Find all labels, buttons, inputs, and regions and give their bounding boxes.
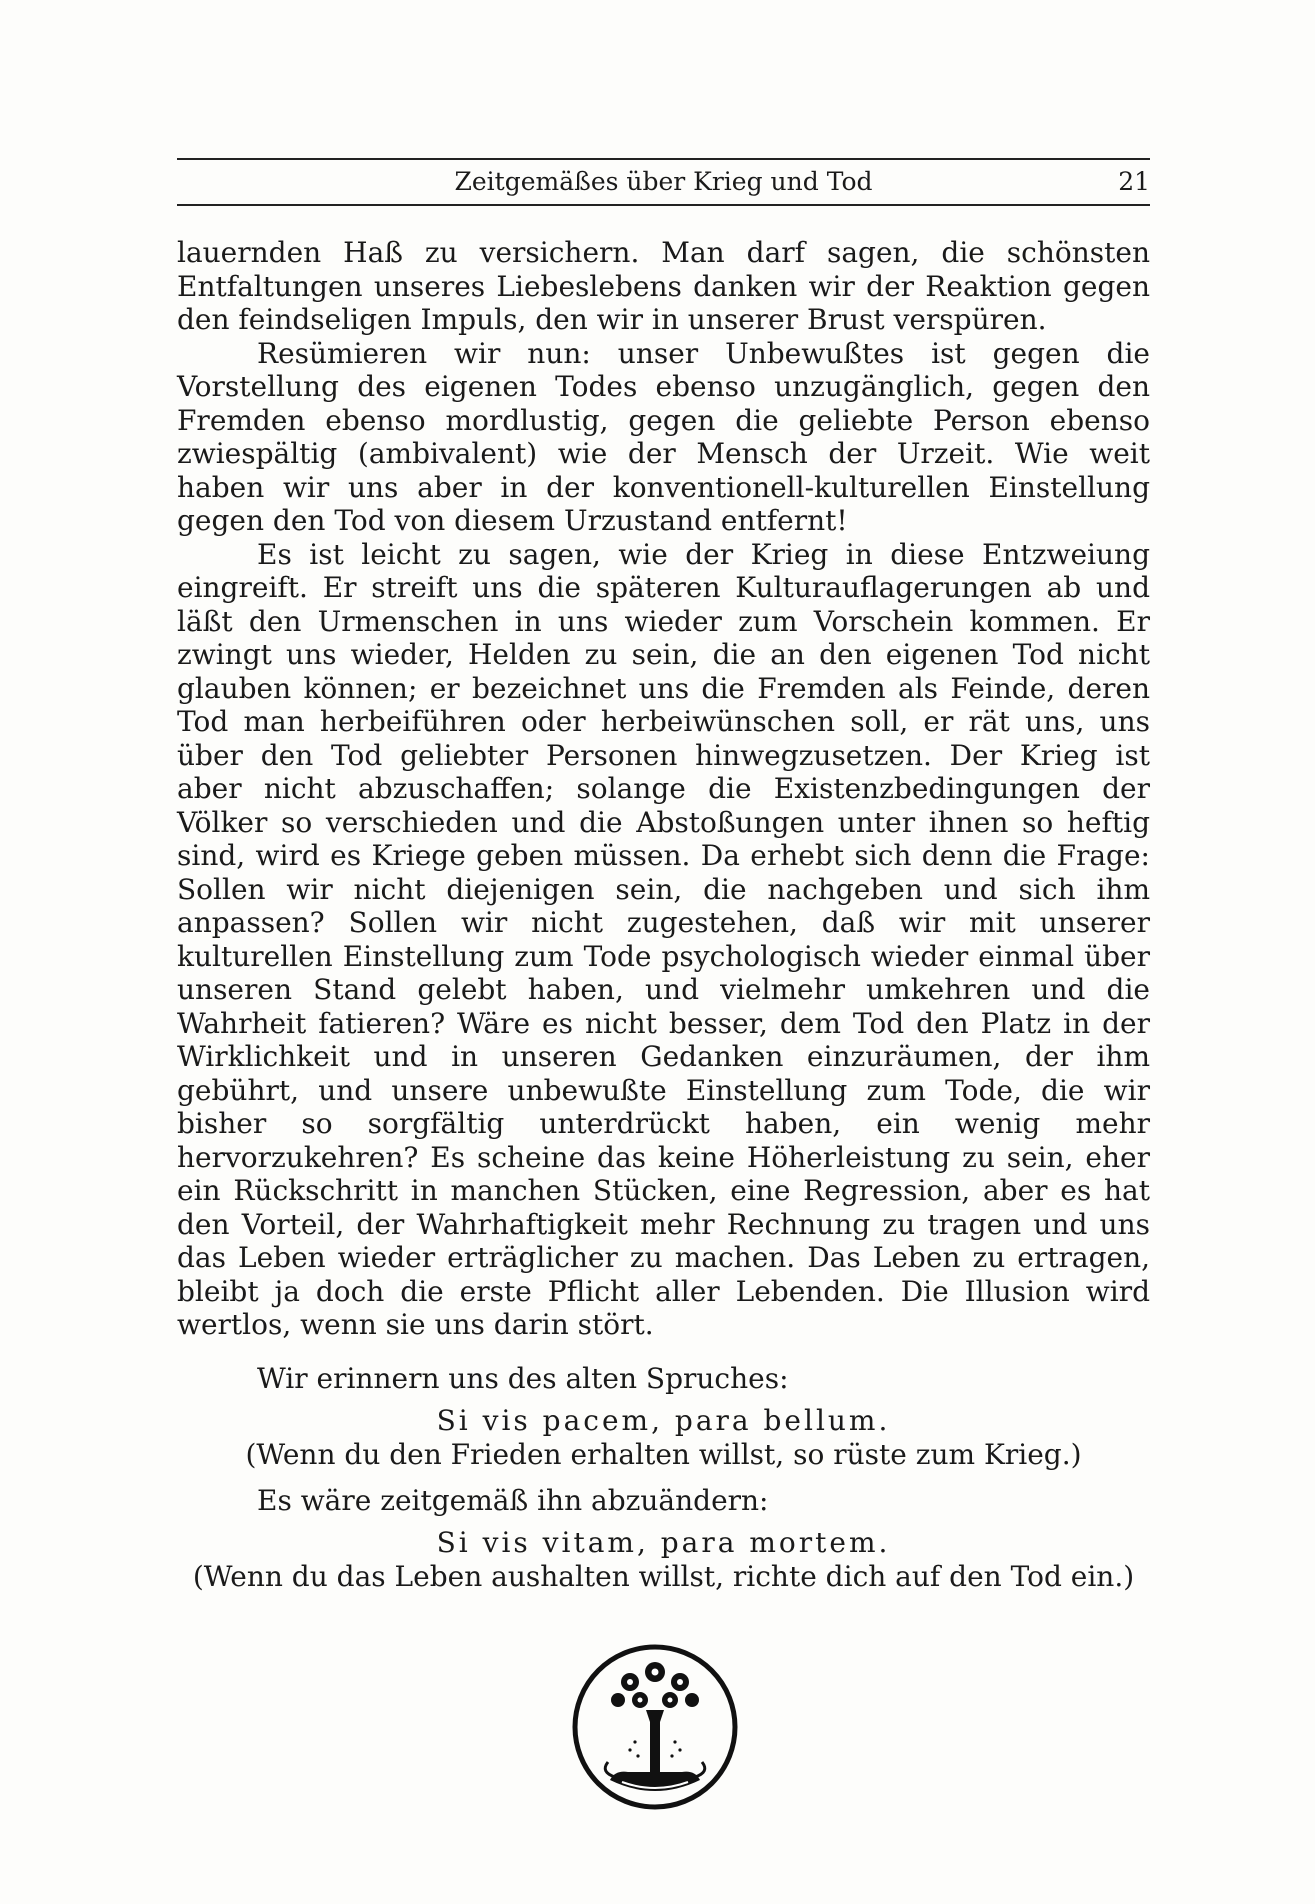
motto-intro-2: Es wäre zeitgemäß ihn abzuändern:: [257, 1483, 769, 1517]
header-rule-bottom: [177, 204, 1150, 206]
paragraph-3: Es ist leicht zu sagen, wie der Krieg in diese Entzweiung eingreift. Er streift uns die späteren Kulturauflagerungen ab und läßt den Urmenschen in uns wieder zum Vorschein kommen. Er zwingt uns wieder, Helden zu sein, die an den eigenen Tod nicht glauben können; er bezeichnet uns die Fremden als Feinde, deren Tod man herbeiführen oder herbeiwünschen soll, er rät uns, uns über den Tod geliebter Personen hinwegzusetzen. Der Krieg ist aber nicht abzuschaffen; solange die Existenzbedingungen der Völker so verschieden und die Abstoßungen unter ihnen so heftig sind, wird es Kriege geben müssen. Da erhebt sich denn die Frage: Sollen wir nicht diejenigen sein, die nachgeben und sich ihm anpassen? Sollen wir nicht zugestehen, daß wir mit unserer kulturellen Einstellung zum Tode psychologisch wieder einmal über unseren Stand gelebt haben, und vielmehr umkehren und die Wahrheit fatieren? Wäre es nicht besser, dem Tod den Platz in der Wirklichkeit und in unseren Gedanken einzuräumen, der ihm gebührt, und unsere unbewußte Einstellung zum Tode, die wir bisher so sorgfältig unterdrückt haben, ein wenig mehr hervorzukehren? Es scheine das keine Höherleistung zu sein, eher ein Rückschritt in manchen Stücken, eine Regression, aber es hat den Vorteil, der Wahrhaftigkeit mehr Rechnung zu tragen und uns das Leben wieder erträglicher zu machen. Das Leben zu ertragen, bleibt ja doch die erste Pflicht aller Lebenden. Die Illusion wird wertlos, wenn sie uns darin stört.: [177, 537, 1150, 1341]
motto-latin-2: Si vis vitam, para mortem.: [436, 1525, 891, 1559]
running-head: Zeitgemäßes über Krieg und Tod: [454, 167, 873, 196]
paragraph-2: Resümieren wir nun: unser Unbewußtes ist gegen die Vorstellung des eigenen Todes ebenso unzugänglich, gegen den Fremden ebenso mordlustig, gegen die geliebte Person ebenso zwiespältig (ambivalent) wie der Mensch der Urzeit. Wie weit haben wir uns aber in der konventionell-kulturellen Einstellung gegen den Tod von diesem Urzustand entfernt!: [177, 336, 1150, 537]
motto-intro-1: Wir erinnern uns des alten Spruches:: [257, 1361, 789, 1395]
page-number: 21: [1118, 167, 1150, 196]
page-header: [177, 160, 1150, 204]
flower-vase-vignette-icon: [570, 1642, 740, 1812]
paragraph-1: lauernden Haß zu versichern. Man darf sagen, die schönsten Entfaltungen unseres Liebeslebens danken wir der Reaktion gegen den feindseligen Impuls, den wir in unserer Brust verspüren.: [177, 236, 1150, 336]
motto-latin-1: Si vis pacem, para bellum.: [436, 1403, 891, 1437]
motto-translation-2: (Wenn du das Leben aushalten willst, richte dich auf den Tod ein.): [192, 1559, 1135, 1593]
motto-translation-1: (Wenn du den Frieden erhalten willst, so rüste zum Krieg.): [245, 1437, 1082, 1471]
book-page: [177, 158, 1150, 1606]
